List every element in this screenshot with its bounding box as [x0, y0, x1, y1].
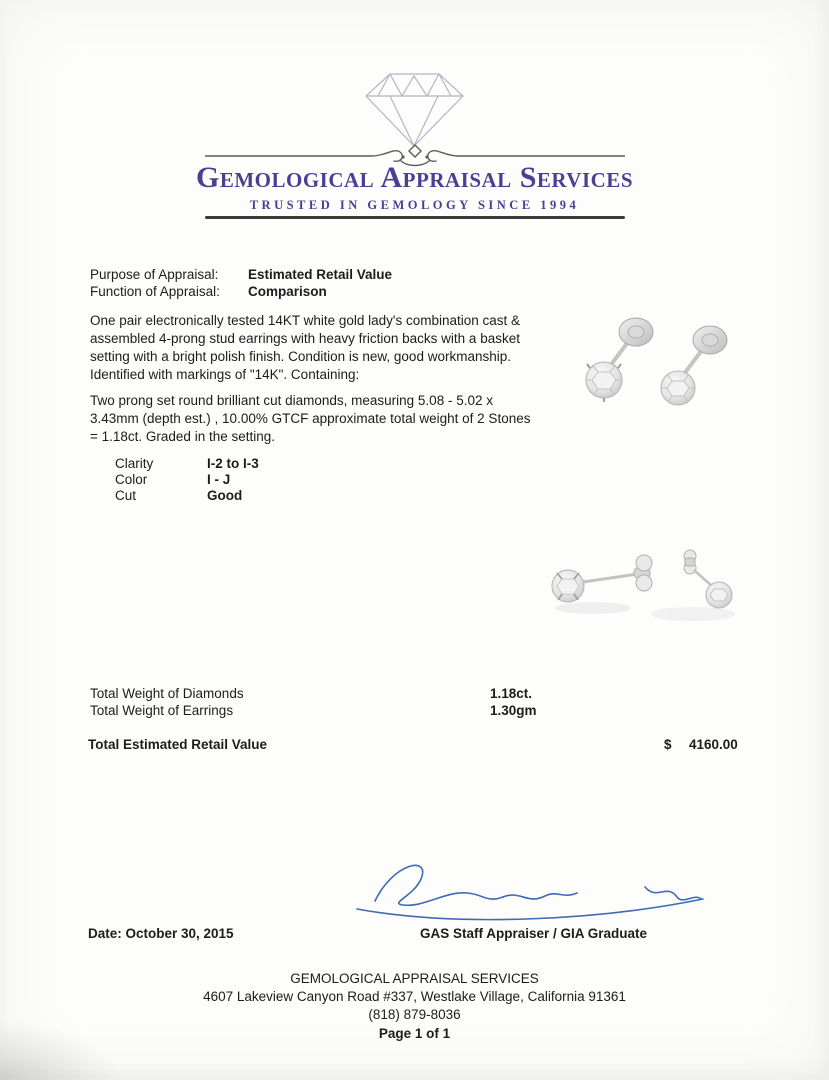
clarity-label: Clarity	[115, 456, 154, 471]
earring-right	[661, 326, 727, 405]
appraiser-signature	[345, 843, 715, 928]
earrings-photo-side	[538, 522, 743, 632]
retail-amount: 4160.00	[689, 737, 738, 752]
function-label: Function of Appraisal:	[90, 284, 220, 299]
earring-stud-left	[552, 555, 652, 602]
footer-page-number: Page 1 of 1	[378, 1026, 451, 1041]
appraisal-date: Date: October 30, 2015	[88, 926, 234, 941]
grading-row	[115, 472, 445, 488]
cut-value: Good	[207, 488, 243, 503]
diamond-logo-icon	[352, 64, 477, 149]
appraiser-title: GAS Staff Appraiser / GIA Graduate	[420, 926, 648, 941]
earring-left	[586, 318, 653, 402]
letterhead-divider	[205, 216, 625, 219]
item-description: One pair electronically tested 14KT white gold lady's combination cast & assembled 4-prong stud earrings with heavy friction backs with a basket setting with a bright polish finish. Condition is new, good workmanship. Identified with markings of "14K". Containing:	[90, 313, 521, 382]
grading-row	[115, 488, 445, 504]
color-label: Color	[115, 472, 148, 487]
stone-description: Two prong set round brilliant cut diamonds, measuring 5.08 - 5.02 x 3.43mm (depth est.) , 10.00% GTCF approximate total weight of 2 Stones = 1.18ct. Graded in the setting.	[90, 393, 531, 444]
weight-diamonds-label: Total Weight of Diamonds	[90, 686, 244, 701]
brand-title: Gemological Appraisal Services	[195, 161, 633, 194]
footer-address: 4607 Lakeview Canyon Road #337, Westlake Village, California 91361	[203, 989, 626, 1004]
function-value: Comparison	[248, 284, 327, 299]
footer-company: GEMOLOGICAL APPRAISAL SERVICES	[290, 971, 539, 986]
grading-row	[115, 456, 445, 472]
purpose-value: Estimated Retail Value	[248, 267, 393, 282]
retail-value-label: Total Estimated Retail Value	[88, 737, 268, 752]
cut-label: Cut	[115, 488, 137, 503]
weight-diamonds-value: 1.18ct.	[490, 686, 533, 701]
weight-earrings-label: Total Weight of Earrings	[90, 703, 234, 718]
weight-earrings-value: 1.30gm	[490, 703, 537, 718]
clarity-value: I-2 to I-3	[207, 456, 259, 471]
footer-phone: (818) 879-8036	[368, 1007, 461, 1022]
retail-currency: $	[664, 737, 672, 752]
earrings-photo-top	[552, 300, 742, 428]
earring-stud-right	[684, 550, 732, 608]
color-value: I - J	[207, 472, 231, 487]
purpose-label: Purpose of Appraisal:	[90, 267, 219, 282]
brand-tagline: TRUSTED IN GEMOLOGY SINCE 1994	[249, 198, 580, 212]
